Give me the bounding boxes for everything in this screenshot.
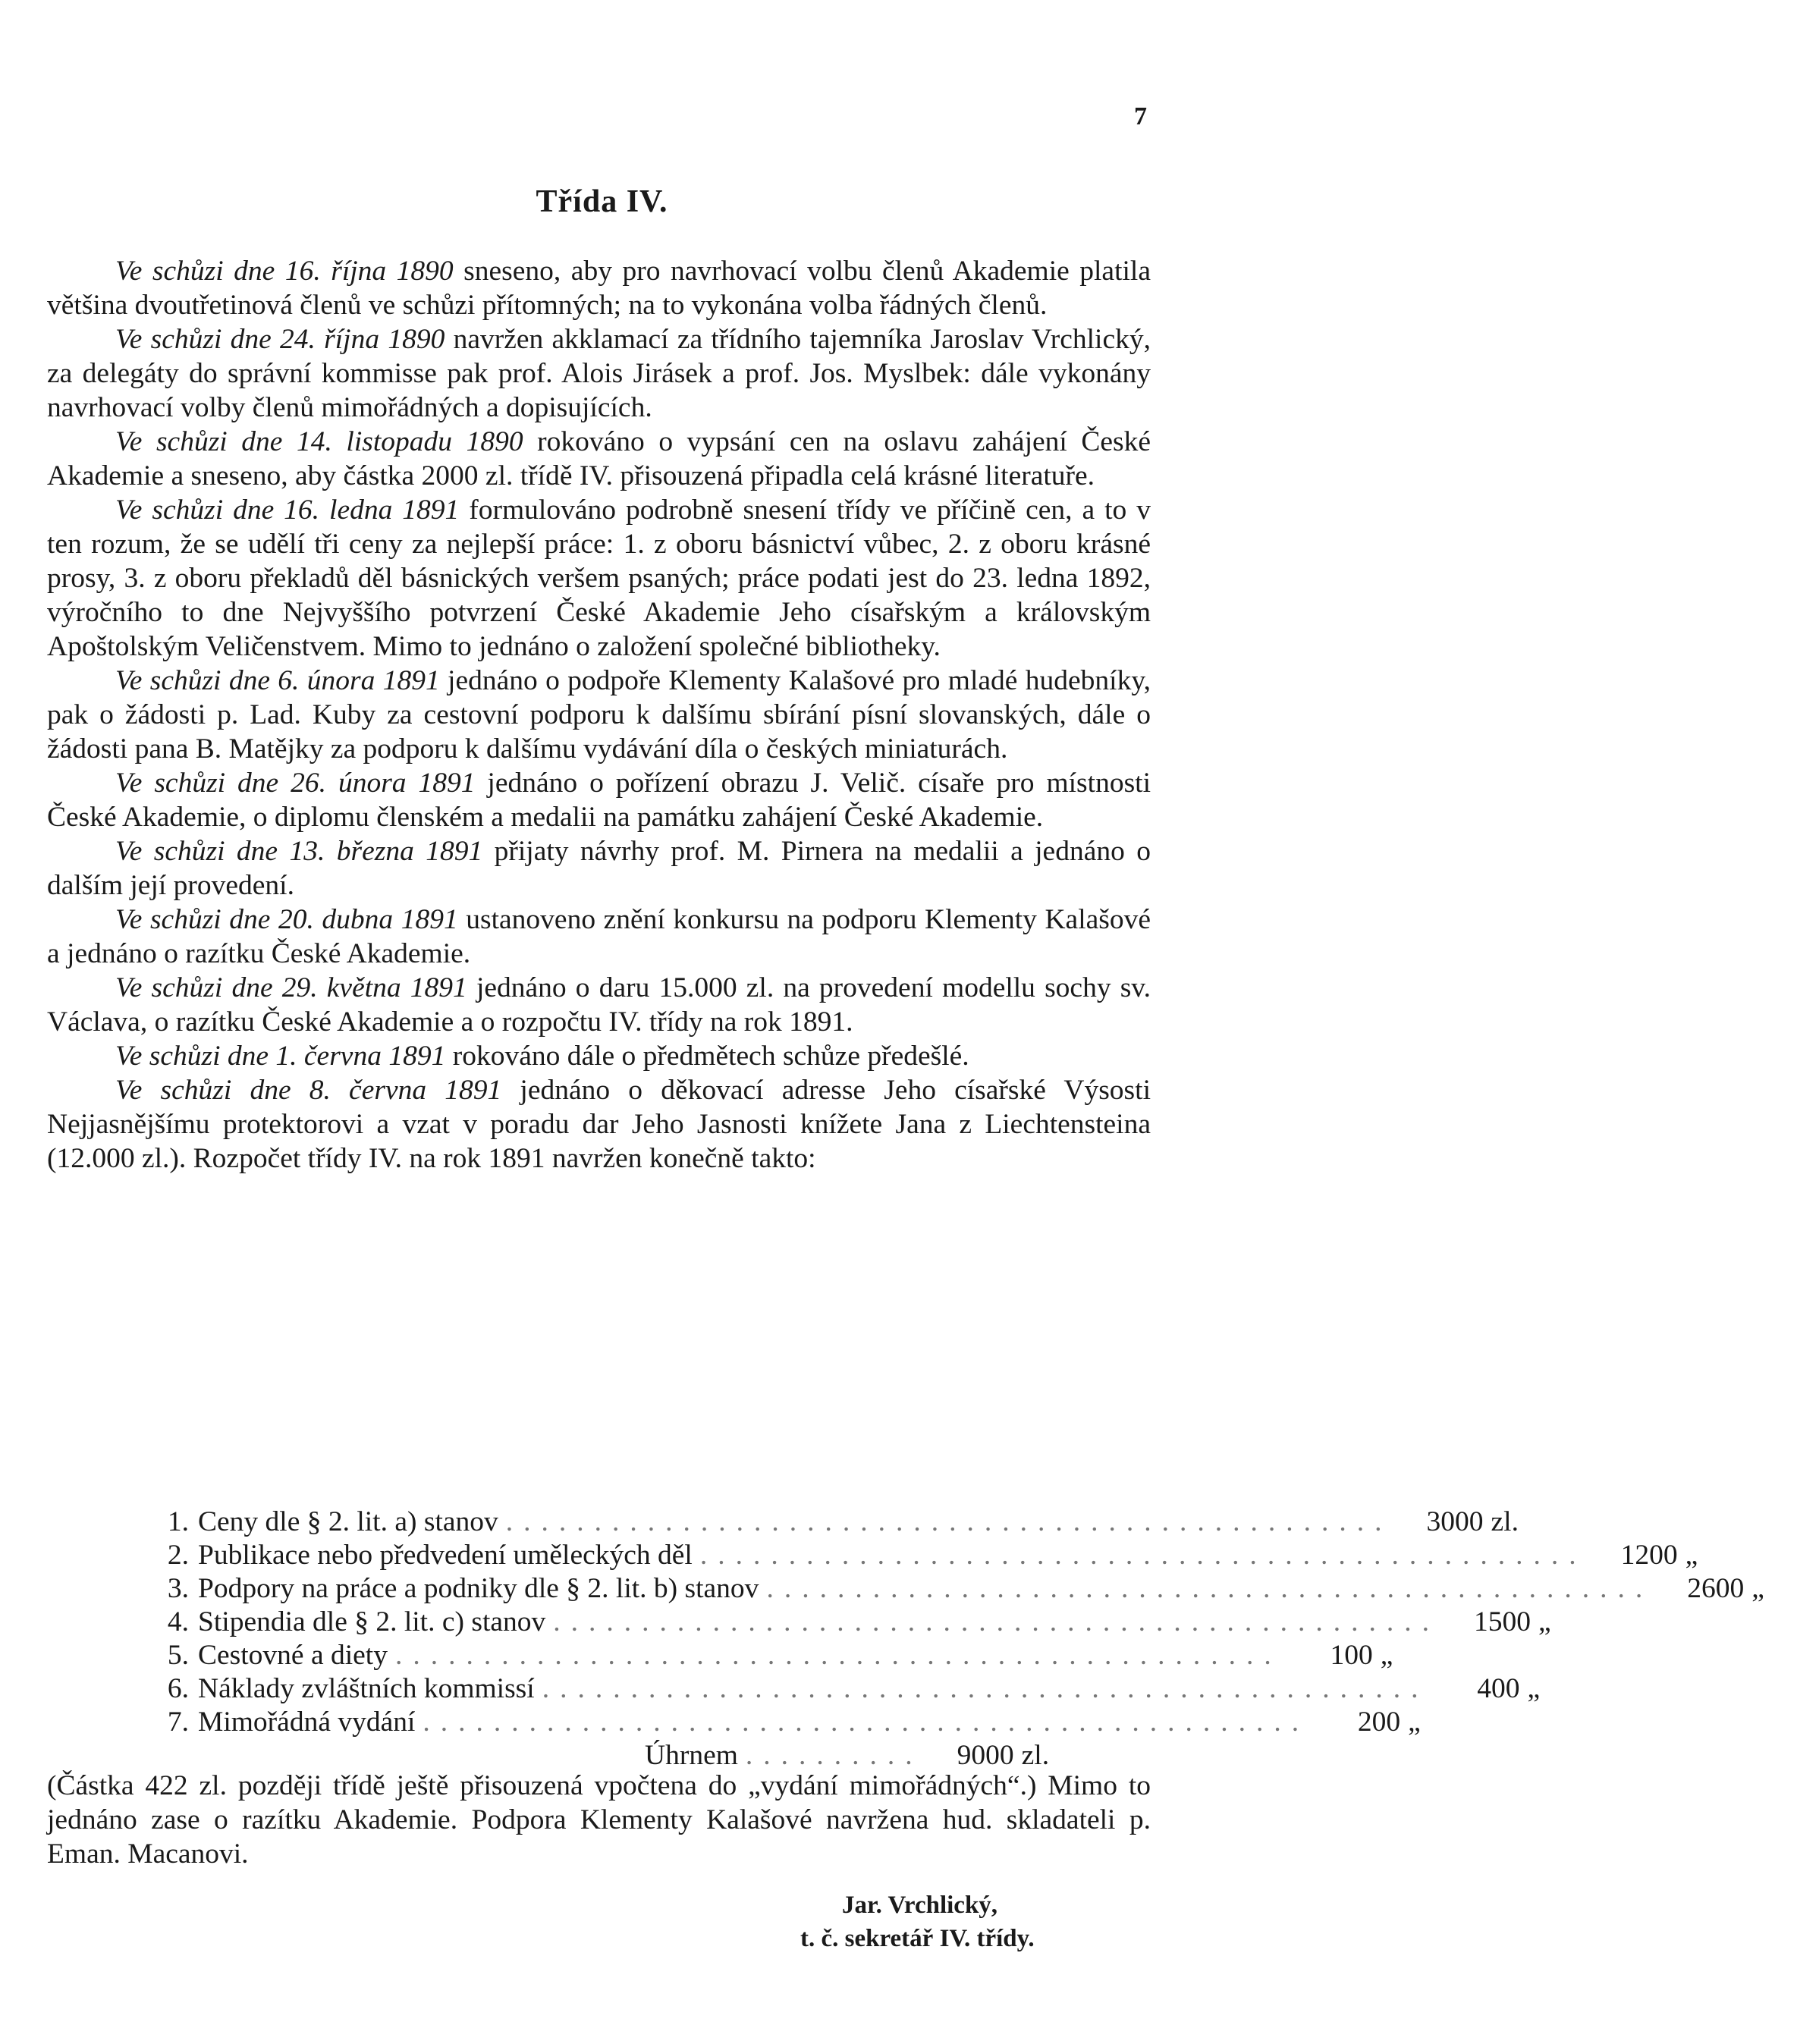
budget-item-label: Stipendia dle § 2. lit. c) stanov	[198, 1606, 546, 1637]
budget-item-unit: „	[1685, 1540, 1698, 1571]
budget-item-number: 3.	[167, 1573, 189, 1604]
budget-item-label: Podpory na práce a podniky dle § 2. lit. b) stanov	[198, 1573, 759, 1604]
budget-item-unit: „	[1527, 1673, 1541, 1704]
budget-row	[156, 1539, 1698, 1572]
paragraph-text: rokováno dále o předmětech schůze předešlé.	[445, 1041, 969, 1072]
leader-dots: ..................................................	[394, 1640, 1282, 1671]
meeting-date: Ve schůzi dne 6. února 1891	[115, 665, 440, 696]
leader-dots: ..................................................	[542, 1673, 1429, 1704]
budget-table	[156, 1506, 1764, 1772]
section-heading: Třída IV.	[536, 184, 668, 219]
budget-item-number: 7.	[167, 1706, 189, 1738]
signature-name: Jar. Vrchlický,	[842, 1892, 998, 1919]
meeting-date: Ve schůzi dne 26. února 1891	[115, 768, 476, 799]
paragraph-text: jednáno o daru 15.000 zl. na provedení modellu sochy sv. Václava, o razítku České Akademie a o rozpočtu IV. třídy na rok 1891.	[47, 972, 1151, 1038]
budget-item-amount: 2600	[1687, 1573, 1745, 1604]
paragraph	[47, 254, 1151, 322]
budget-item-label: Ceny dle § 2. lit. a) stanov	[198, 1506, 498, 1537]
paragraph	[47, 664, 1151, 766]
paragraph	[47, 493, 1151, 664]
budget-item-label: Cestovné a diety	[198, 1640, 388, 1671]
paragraph	[47, 903, 1151, 971]
paragraph-text: jednáno o pořízení obrazu J. Velič. císaře pro místnosti České Akademie, o diplomu členském a medalii na památku zahájení České Akademie.	[47, 768, 1151, 833]
paragraph-text: jednáno o podpoře Klementy Kalašové pro mladé hudebníky, pak o žádosti p. Lad. Kuby za cestovní podporu k dalšímu sbírání písní slovanských, dále o žádosti pana B. Matějky za podporu k dalšímu vydávání díla o českých miniaturách.	[47, 665, 1151, 765]
budget-item-unit: „	[1380, 1640, 1393, 1671]
budget-row	[156, 1606, 1551, 1639]
budget-row	[156, 1572, 1764, 1606]
leader-dots: ..................................................	[505, 1506, 1393, 1537]
budget-total-row	[156, 1739, 1062, 1772]
budget-item-amount: 3000	[1426, 1506, 1484, 1537]
budget-total-unit: zl.	[1021, 1740, 1050, 1771]
paragraph	[47, 1073, 1151, 1176]
closing-note	[47, 1769, 1151, 1871]
meeting-date: Ve schůzi dne 20. dubna 1891	[115, 904, 458, 935]
paragraph-text: formulováno podrobně snesení třídy ve příčině cen, a to v ten rozum, že se udělí tři ceny za nejlepší práce: 1. z oboru básnictví vůbec, 2. z oboru krásné prosy, 3. z oboru překladů děl básnických veršem psaných; práce podati jest do 23. ledna 1892, výročního to dne Nejvyššího potvrzení České Akademie Jeho císařským a královským Apoštolským Veličenstvem. Mimo to jednáno o založení společné bibliotheky.	[47, 495, 1151, 662]
budget-row	[156, 1506, 1519, 1539]
paragraph	[47, 322, 1151, 425]
paragraph	[47, 834, 1151, 903]
paragraph-text: ustanoveno znění konkursu na podporu Klementy Kalašové a jednáno o razítku České Akademie.	[47, 904, 1151, 969]
budget-item-label: Publikace nebo předvedení uměleckých děl	[198, 1540, 693, 1571]
leader-dots: ..................................................	[766, 1573, 1654, 1604]
leader-dots: ..........	[745, 1740, 923, 1771]
budget-item-amount: 1200	[1620, 1540, 1678, 1571]
paragraph-text: přijaty návrhy prof. M. Pirnera na medalii a jednáno o dalším její provedení.	[47, 836, 1151, 901]
paragraph-text: navržen akklamací za třídního tajemníka Jaroslav Vrchlický, za delegáty do správní kommisse pak prof. Alois Jirásek a prof. Jos. Myslbek: dále vykonány navrhovací volby členů mimořádných a dopisujících.	[47, 324, 1151, 423]
leader-dots: ..................................................	[699, 1540, 1587, 1571]
budget-item-label: Mimořádná vydání	[198, 1706, 416, 1738]
paragraph	[47, 971, 1151, 1039]
paragraph	[47, 425, 1151, 493]
budget-item-amount: 1500	[1474, 1606, 1532, 1637]
meeting-date: Ve schůzi dne 29. května 1891	[115, 972, 467, 1003]
paragraph-text: rokováno o vypsání cen na oslavu zahájení České Akademie a sneseno, aby částka 2000 zl. třídě IV. přisouzená připadla celá krásné literatuře.	[47, 426, 1151, 491]
budget-item-number: 6.	[167, 1673, 189, 1704]
budget-row	[156, 1672, 1541, 1706]
budget-item-unit: zl.	[1491, 1506, 1519, 1537]
budget-item-number: 5.	[167, 1640, 189, 1671]
budget-item-unit: „	[1751, 1573, 1764, 1604]
budget-total-label: Úhrnem	[645, 1740, 738, 1771]
budget-item-number: 1.	[167, 1506, 189, 1537]
paragraph-text: jednáno o děkovací adresse Jeho císařské Výsosti Nejjasnějšímu protektorovi a vzat v poradu dar Jeho Jasnosti knížete Jana z Liechtensteina (12.000 zl.). Rozpočet třídy IV. na rok 1891 navržen konečně takto:	[47, 1075, 1151, 1174]
body-text	[47, 254, 1151, 1176]
budget-item-number: 4.	[167, 1606, 189, 1637]
meeting-date: Ve schůzi dne 8. června 1891	[115, 1075, 502, 1106]
budget-row	[156, 1639, 1393, 1672]
paragraph	[47, 766, 1151, 834]
budget-item-number: 2.	[167, 1540, 189, 1571]
meeting-date: Ve schůzi dne 16. ledna 1891	[115, 495, 460, 526]
signature-block	[800, 1889, 1104, 1955]
page-number: 7	[1134, 102, 1147, 130]
budget-row	[156, 1706, 1421, 1739]
budget-total-amount: 9000	[957, 1740, 1014, 1771]
meeting-date: Ve schůzi dne 24. října 1890	[115, 324, 445, 355]
budget-item-amount: 100	[1330, 1640, 1373, 1671]
budget-item-label: Náklady zvláštních kommissí	[198, 1673, 535, 1704]
leader-dots: ..................................................	[553, 1606, 1440, 1637]
budget-item-unit: „	[1538, 1606, 1551, 1637]
meeting-date: Ve schůzi dne 13. března 1891	[115, 836, 483, 867]
meeting-date: Ve schůzi dne 16. října 1890	[115, 256, 454, 287]
note-text: (Částka 422 zl. později třídě ještě přisouzená vpočtena do „vydání mimořádných“.) Mimo to jednáno zase o razítku Akademie. Podpora Klementy Kalašové navržena hud. skladateli p. Eman. Macanovi.	[47, 1770, 1151, 1870]
budget-item-unit: „	[1408, 1706, 1421, 1738]
leader-dots: ..................................................	[423, 1706, 1310, 1738]
budget-item-amount: 200	[1357, 1706, 1401, 1738]
budget-item-amount: 400	[1477, 1673, 1520, 1704]
meeting-date: Ve schůzi dne 1. června 1891	[115, 1041, 446, 1072]
signature-title: t. č. sekretář IV. třídy.	[800, 1925, 1035, 1952]
paragraph-text: sneseno, aby pro navrhovací volbu členů Akademie platila většina dvoutřetinová členů ve schůzi přítomných; na to vykonána volba řádných členů.	[47, 256, 1151, 321]
paragraph	[47, 1039, 1151, 1073]
meeting-date: Ve schůzi dne 14. listopadu 1890	[115, 426, 523, 457]
